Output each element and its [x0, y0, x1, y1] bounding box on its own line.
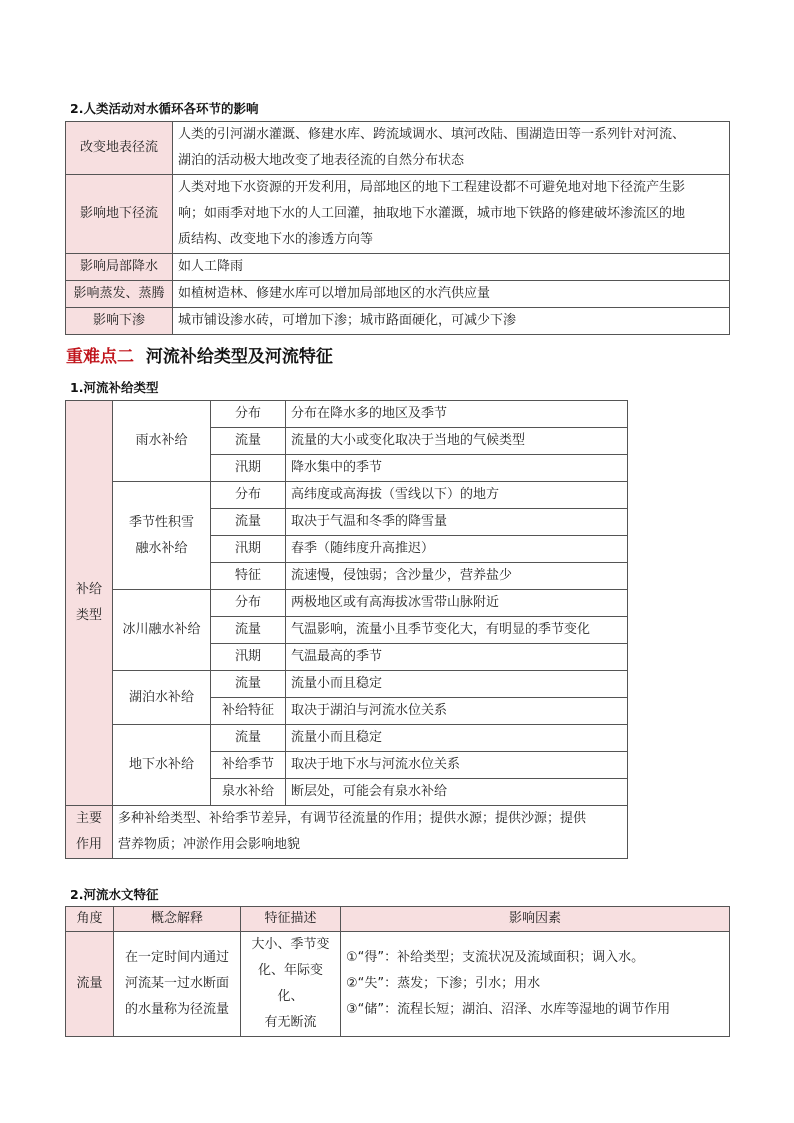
supply-type-name: [113, 482, 211, 590]
section-title-tag: 重难点二: [66, 347, 134, 367]
section-title-text: 河流补给类型及河流特征: [145, 347, 333, 367]
row-label: 影响蒸发、蒸腾: [66, 281, 173, 308]
main-role-label-line: 作用: [75, 837, 102, 852]
row-content: [173, 122, 730, 175]
table-row: [66, 482, 628, 509]
main-role-label-line: 主要: [75, 811, 102, 826]
attribute-value: 流量的大小或变化取决于当地的气候类型: [286, 428, 628, 455]
attribute-label: 流量: [211, 725, 286, 752]
attribute-label: 流量: [211, 617, 286, 644]
supply-type-name-line: 季节性积雪: [128, 514, 194, 530]
column-header: 概念解释: [114, 907, 241, 932]
supply-type-name: 冰川融水补给: [113, 590, 211, 671]
content-line: 人类对地下水资源的开发利用，局部地区的地下工程建设都不可避免地对地下径流产生影: [178, 180, 686, 195]
table-row: [66, 806, 628, 859]
table-header-row: [66, 907, 730, 932]
row-content: 如植树造林、修建水库可以增加局部地区的水汽供应量: [173, 281, 730, 308]
content-line: 人类的引河湖水灌溉、修建水库、跨流域调水、填河改陆、围湖造田等一系列针对河流、: [178, 127, 686, 142]
row-label: 影响地下径流: [66, 175, 173, 254]
table-row: [66, 281, 730, 308]
attribute-label: 汛期: [211, 455, 286, 482]
attribute-value: 取决于气温和冬季的降雪量: [286, 509, 628, 536]
table-row: [66, 308, 730, 335]
content-line: 有无断流: [264, 1015, 317, 1030]
angle-cell: 流量: [66, 932, 114, 1037]
column-header: 特征描述: [241, 907, 341, 932]
content-line: ①“得”：补给类型；支流状况及流域面积；调入水。: [346, 950, 645, 965]
attribute-label: 泉水补给: [211, 779, 286, 806]
table-row: [66, 175, 730, 254]
table-row: [66, 671, 628, 698]
content-line: 多种补给类型、补给季节差异，有调节径流量的作用；提供水源；提供沙源；提供: [118, 811, 587, 826]
attribute-value: 两极地区或有高海拔冰雪带山脉附近: [286, 590, 628, 617]
table-row: [66, 590, 628, 617]
side-label-line: 类型: [75, 608, 102, 623]
attribute-label: 流量: [211, 428, 286, 455]
attribute-value: 高纬度或高海拔（雪线以下）的地方: [286, 482, 628, 509]
content-line: 湖泊的活动极大地改变了地表径流的自然分布状态: [178, 153, 465, 168]
row-label: 影响下渗: [66, 308, 173, 335]
content-line: 河流某一过水断面: [124, 976, 229, 991]
table-row: [66, 254, 730, 281]
content-line: 响；如雨季对地下水的人工回灌，抽取地下水灌溉，城市地下铁路的修建破坏渗流区的地: [178, 206, 686, 221]
attribute-label: 补给特征: [211, 698, 286, 725]
attribute-label: 分布: [211, 401, 286, 428]
table-row: [66, 725, 628, 752]
side-label-line: 补给: [75, 582, 102, 597]
hydrology-heading: 2.河流水文特征: [70, 887, 159, 902]
attribute-value: 取决于地下水与河流水位关系: [286, 752, 628, 779]
attribute-label: 特征: [211, 563, 286, 590]
content-line: 在一定时间内通过: [124, 950, 229, 965]
table-row: [66, 401, 628, 428]
section-title: [66, 342, 333, 367]
attribute-value: 气温最高的季节: [286, 644, 628, 671]
supply-type-name-line: 融水补给: [135, 540, 188, 556]
content-line: 大小、季节变: [251, 937, 330, 952]
attribute-label: 流量: [211, 671, 286, 698]
content-line: 质结构、改变地下水的渗透方向等: [178, 232, 374, 247]
column-header: 影响因素: [341, 907, 730, 932]
attribute-value: 断层处，可能会有泉水补给: [286, 779, 628, 806]
attribute-value: 降水集中的季节: [286, 455, 628, 482]
attribute-value: 春季（随纬度升高推迟）: [286, 536, 628, 563]
attribute-value: 流量小而且稳定: [286, 671, 628, 698]
human-impact-table: [65, 121, 730, 335]
row-content: 城市铺设渗水砖，可增加下渗；城市路面硬化，可减少下渗: [173, 308, 730, 335]
supply-types-heading: 1.河流补给类型: [70, 380, 159, 395]
table-row: [66, 122, 730, 175]
supply-type-name: 湖泊水补给: [113, 671, 211, 725]
main-role-label: [66, 806, 113, 859]
features-cell: [241, 932, 341, 1037]
table-row: [66, 932, 730, 1037]
attribute-label: 流量: [211, 509, 286, 536]
row-content: 如人工降雨: [173, 254, 730, 281]
supply-type-name: 雨水补给: [113, 401, 211, 482]
supply-type-name: 地下水补给: [113, 725, 211, 806]
row-label: 改变地表径流: [66, 122, 173, 175]
supply-types-table: [65, 400, 628, 859]
factors-cell: [341, 932, 730, 1037]
attribute-value: 气温影响，流量小且季节变化大，有明显的季节变化: [286, 617, 628, 644]
side-label: [66, 401, 113, 806]
attribute-value: 取决于湖泊与河流水位关系: [286, 698, 628, 725]
main-role-content: [113, 806, 628, 859]
row-label: 影响局部降水: [66, 254, 173, 281]
row-content: [173, 175, 730, 254]
column-header: 角度: [66, 907, 114, 932]
attribute-label: 补给季节: [211, 752, 286, 779]
attribute-label: 分布: [211, 482, 286, 509]
attribute-label: 汛期: [211, 644, 286, 671]
hydrology-table: [65, 906, 730, 1037]
attribute-label: 分布: [211, 590, 286, 617]
content-line: 化、年际变化、: [257, 963, 323, 1004]
attribute-label: 汛期: [211, 536, 286, 563]
attribute-value: 分布在降水多的地区及季节: [286, 401, 628, 428]
attribute-value: 流速慢，侵蚀弱；含沙量少，营养盐少: [286, 563, 628, 590]
attribute-value: 流量小而且稳定: [286, 725, 628, 752]
content-line: ②“失”：蒸发；下渗；引水；用水: [346, 976, 541, 991]
content-line: ③“储”：流程长短；湖泊、沼泽、水库等湿地的调节作用: [346, 1002, 671, 1017]
content-line: 的水量称为径流量: [124, 1002, 229, 1017]
concept-cell: [114, 932, 241, 1037]
human-impact-heading: 2.人类活动对水循环各环节的影响: [70, 101, 259, 116]
content-line: 营养物质；冲淤作用会影响地貌: [118, 837, 301, 852]
